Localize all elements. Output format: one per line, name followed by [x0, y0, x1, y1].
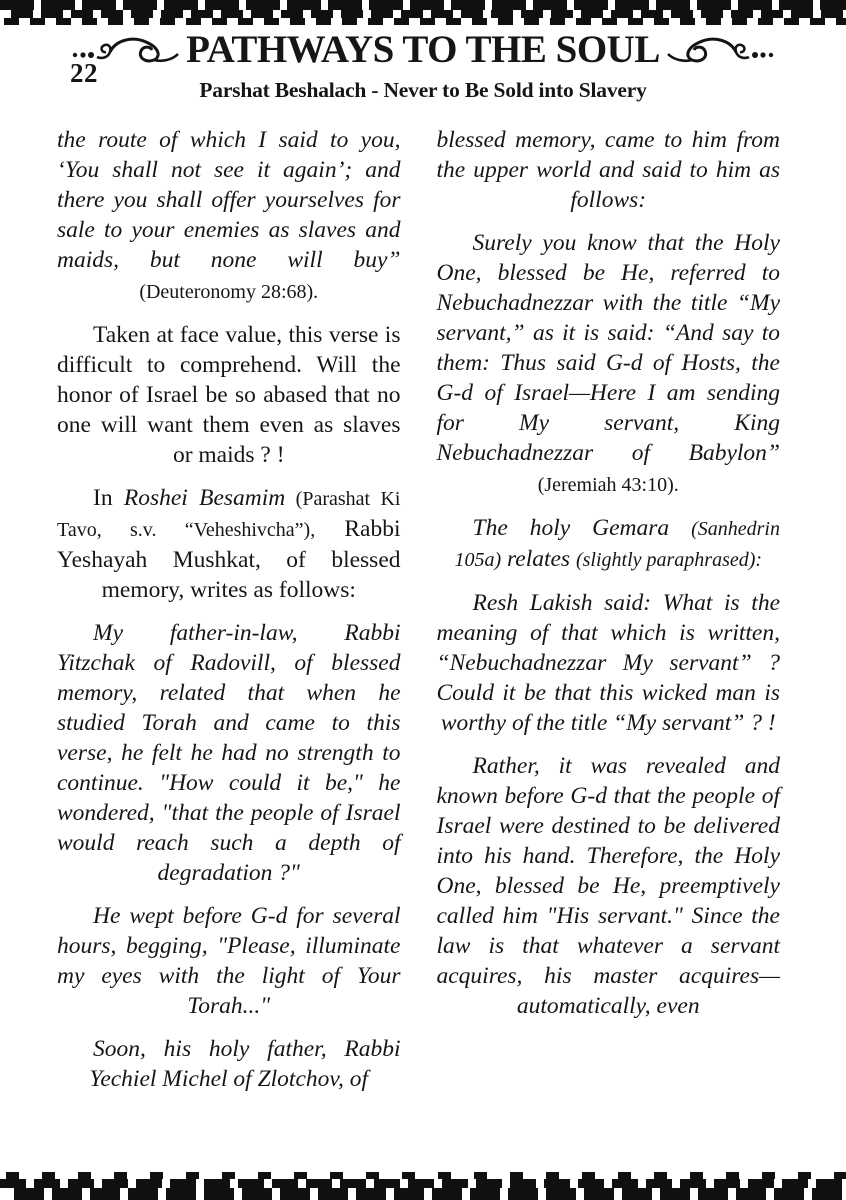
scroll-flourish-right-icon — [664, 34, 776, 66]
paragraph — [57, 320, 401, 470]
paragraph — [437, 228, 781, 500]
text-run: relates — [501, 546, 576, 572]
text-run: the route of which I said to you, ‘You shall not see it again’; and there you shall offer yourselves for sale to your enemies as slaves and maids, but none will buy” — [57, 127, 401, 273]
text-run: Resh Lakish said: What is the meaning of that which is written, “Nebuchadnezzar My servant” ? Could it be that this wicked man is worthy of the title “My servant” ? ! — [436, 590, 780, 736]
text-run: (Parashat Ki Tavo, s.v. “Veheshivcha”), — [57, 488, 401, 541]
text-run: (Deuteronomy 28:68). — [139, 281, 319, 303]
page-header — [0, 27, 846, 103]
text-run: (Jeremiah 43:10). — [537, 474, 679, 496]
right-column — [437, 125, 781, 1107]
paragraph — [437, 125, 781, 215]
two-column-text — [57, 125, 780, 1107]
ornamental-border-top — [0, 0, 846, 25]
text-run: Rabbi Yeshayah Mushkat, of blessed memory, writes as follows: — [57, 516, 401, 603]
text-run: Taken at face value, this verse is difficult to comprehend. Will the honor of Israel be so abased that no one will want them even as slaves or maids ? ! — [57, 322, 401, 468]
paragraph — [57, 901, 401, 1021]
ornamental-border-bottom — [0, 1172, 846, 1200]
text-run: Soon, his holy father, Rabbi Yechiel Michel of Zlotchov, of — [89, 1036, 401, 1092]
text-run: The holy Gemara — [472, 515, 692, 541]
paragraph — [437, 588, 781, 738]
text-run: (Sanhedrin 105a) — [454, 518, 780, 571]
paragraph — [57, 483, 401, 605]
text-run: In — [93, 485, 124, 511]
book-title: PATHWAYS TO THE SOUL — [186, 28, 660, 71]
paragraph — [57, 618, 401, 888]
text-run: Rather, it was revealed and known before G-d that the people of Israel were destined to be delivered into his hand. Therefore, the Holy One, blessed be He, preemptively called him "His servant." Since the law is that whatever a servant acquires, his master acquires—automatically, even — [436, 753, 780, 1019]
page-number: 22 — [70, 58, 98, 88]
paragraph — [57, 1034, 401, 1094]
text-run: blessed memory, came to him from the upper world and said to him as follows: — [436, 127, 780, 213]
left-column — [57, 125, 401, 1107]
text-run: Surely you know that the Holy One, blessed be He, referred to Nebuchadnezzar with the title “My servant,” as it is said: “And say to them: Thus said G-d of Hosts, the G-d of Israel—Here I am sending for My servant, King Nebuchadnezzar of Babylon” — [436, 230, 780, 466]
paragraph — [437, 513, 781, 575]
paragraph — [57, 125, 401, 307]
paragraph — [437, 751, 781, 1021]
chapter-subtitle: Parshat Beshalach - Never to Be Sold into Slavery — [199, 78, 647, 102]
text-run: My father-in-law, Rabbi Yitzchak of Radovill, of blessed memory, related that when he studied Torah and came to this verse, he felt he had no strength to continue. "How could it be," he wondered, "that the people of Israel would reach such a depth of degradation ?" — [57, 620, 401, 886]
text-run: (slightly paraphrased): — [575, 549, 763, 571]
title-row — [0, 27, 846, 73]
text-run: He wept before G-d for several hours, begging, "Please, illuminate my eyes with the light of Your Torah..." — [57, 903, 401, 1019]
text-run: Roshei Besamim — [123, 485, 286, 511]
